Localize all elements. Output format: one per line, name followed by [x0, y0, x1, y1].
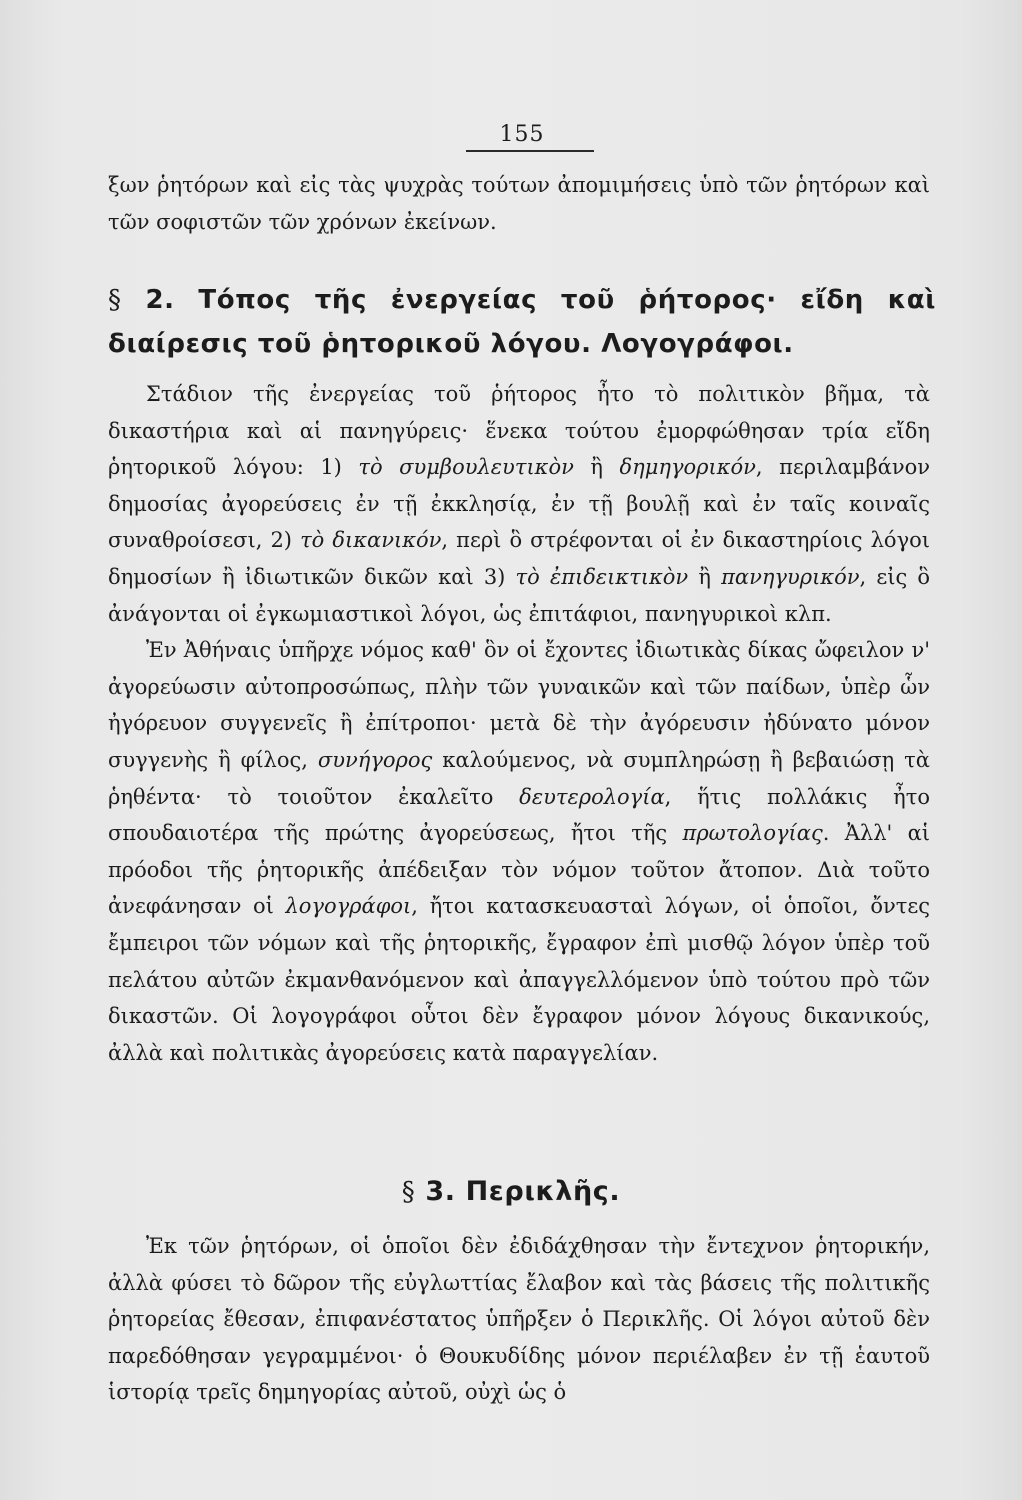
text-run: , περιλαμβάνον δημοσίας ἀγορεύσεις ἐν τῇ ἐκκλησίᾳ, ἐν τῇ βουλῇ καὶ ἐν ταῖς κοιναῖς συναθροίσεσι, 2): [108, 455, 930, 553]
term-logographoi: λογογράφοι: [285, 894, 412, 919]
text-run: Ἐν Ἀθήναις ὑπῆρχε νόμος καθ' ὃν οἱ ἔχοντες ἰδιωτικὰς δίκας ὤφειλον ν' ἀγορεύωσιν αὐτοπροσώπως, πλὴν τῶν γυναικῶν καὶ τῶν παίδων, ὑπὲρ ὧν ἠγόρευον συγγενεῖς ἢ ἐπίτροποι· μετὰ δὲ τὴν ἀγόρευσιν ἠδύνατο μόνον συγγενὴς ἢ φίλος,: [108, 638, 930, 772]
section-3-heading: [0, 1170, 1022, 1214]
text-run: , ἤτοι κατασκευασταὶ λόγων, οἱ ὁποῖοι, ὄντες ἔμπειροι τῶν νόμων καὶ τῆς ῥητορικῆς, ἔγραφον ἐπὶ μισθῷ λόγον ὑπὲρ τοῦ πελάτου αὐτῶν ἐκμανθανόμενον καὶ ἀπαγγελλόμενον ὑπὸ τούτου πρὸ τῶν δικαστῶν. Οἱ λογογράφοι οὗτοι δὲν ἔγραφον μόνον λόγους δικανικούς, ἀλλὰ καὶ πολιτικὰς ἀγορεύσεις κατὰ παραγγελίαν.: [108, 894, 930, 1065]
text-run: ἢ: [688, 564, 722, 589]
text-run: , ἥτις πολλάκις ἦτο σπουδαιοτέρα τῆς πρώτης ἀγορεύσεως, ἤτοι τῆς: [108, 784, 931, 846]
page-number: 155: [499, 122, 545, 147]
text-run: ἢ: [573, 455, 620, 480]
section-2-heading: [108, 278, 936, 366]
section-3-title: 3. Περικλῆς.: [425, 1176, 621, 1207]
term-synegoros: συνήγορος: [317, 747, 433, 772]
text-run: καλούμενος, νὰ συμπληρώσῃ ἢ βεβαιώσῃ τὰ ῥηθέντα· τὸ τοιοῦτον ἐκαλεῖτο: [108, 747, 930, 809]
section-3-body: [108, 1228, 930, 1411]
section-2-body: [108, 376, 930, 1071]
term-protologia: πρωτολογίας: [682, 821, 823, 846]
term-panegyrikon: πανηγυρικόν: [721, 564, 860, 589]
term-symbouleutikon: τὸ συμβουλευτικὸν: [358, 455, 574, 480]
section-2-paragraph-2: [108, 632, 930, 1071]
intro-text: [108, 167, 930, 240]
text-run: Στάδιον τῆς ἐνεργείας τοῦ ῥήτορος ἦτο τὸ πολιτικὸν βῆμα, τὰ δικαστήρια καὶ αἱ πανηγύρεις· ἕνεκα τούτου ἐμορφώθησαν τρία εἴδη ῥητορικοῦ λόγου: 1): [108, 382, 930, 480]
section-sign-icon: §: [108, 285, 122, 315]
intro-paragraph: ξων ῥητόρων καὶ εἰς τὰς ψυχρὰς τούτων ἀπομιμήσεις ὑπὸ τῶν ῥητόρων καὶ τῶν σοφιστῶν τῶν χρόνων ἐκείνων.: [108, 173, 930, 234]
term-demegorikon: δημηγορικόν: [619, 455, 756, 480]
section-2-paragraph-1: [108, 376, 930, 632]
term-epideiktikon: τὸ ἐπιδεικτικὸν: [515, 564, 689, 589]
text-run: , εἰς ὃ ἀνάγονται οἱ ἐγκωμιαστικοὶ λόγοι, ὡς ἐπιτάφιοι, πανηγυρικοὶ κλπ.: [108, 564, 931, 626]
section-3-paragraph-1: Ἐκ τῶν ῥητόρων, οἱ ὁποῖοι δὲν ἐδιδάχθησαν τὴν ἔντεχνον ῥητορικήν, ἀλλὰ φύσει τὸ δῶρον τῆς εὐγλωττίας ἔλαβον καὶ τὰς βάσεις τῆς πολιτικῆς ῥητορείας ἔθεσαν, ἐπιφανέστατος ὑπῆρξεν ὁ Περικλῆς. Οἱ λόγοι αὐτοῦ δὲν παρεδόθησαν γεγραμμένοι· ὁ Θουκυδίδης μόνον περιέλαβεν ἐν τῇ ἑαυτοῦ ἱστορίᾳ τρεῖς δημηγορίας αὐτοῦ, οὐχὶ ὡς ὁ: [108, 1234, 930, 1405]
page-number-rule: [466, 150, 594, 152]
text-run: . Ἀλλ' αἱ πρόοδοι τῆς ῥητορικῆς ἀπέδειξαν τὸν νόμον τοῦτον ἄτοπον. Διὰ τοῦτο ἀνεφάνησαν οἱ: [108, 821, 931, 919]
section-sign-icon: §: [401, 1177, 416, 1207]
term-deuterologia: δευτερολογία: [519, 784, 665, 809]
section-2-title: 2. Τόπος τῆς ἐνεργείας τοῦ ῥήτορος· εἴδη καὶ διαίρεσις τοῦ ῥητορικοῦ λόγου. Λογογράφοι.: [108, 285, 936, 359]
term-dikanikon: τὸ δικανικόν: [300, 528, 442, 553]
text-run: , περὶ ὃ στρέφονται οἱ ἐν δικαστηρίοις λόγοι δημοσίων ἢ ἰδιωτικῶν δικῶν καὶ 3): [108, 528, 930, 589]
